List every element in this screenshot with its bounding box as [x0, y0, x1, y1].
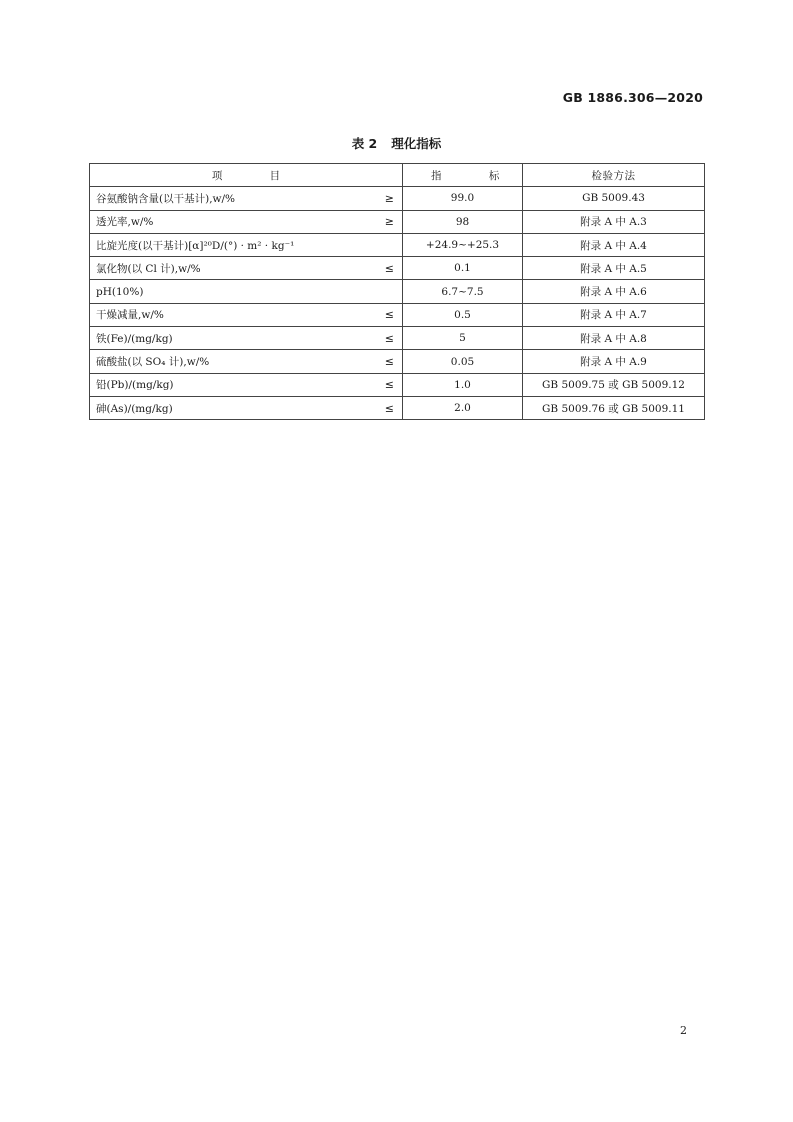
- item-label: 铅(Pb)/(mg/kg): [96, 379, 174, 392]
- cell-test-method: 附录 A 中 A.4: [523, 233, 705, 256]
- cell-test-method: GB 5009.43: [523, 187, 705, 210]
- physicochemical-spec-table: [89, 163, 705, 420]
- cell-item: [90, 187, 403, 210]
- table-row: [90, 210, 705, 233]
- table-header-row: [90, 164, 705, 187]
- item-label: 干燥减量,w/%: [96, 309, 164, 322]
- cell-index-value: 5: [403, 327, 523, 350]
- comparator-symbol: ≥: [384, 215, 394, 229]
- cell-index-value: 6.7~7.5: [403, 280, 523, 303]
- item-cell-content: [96, 191, 396, 206]
- table-row: [90, 396, 705, 419]
- item-label: 铁(Fe)/(mg/kg): [96, 332, 173, 345]
- item-label: 比旋光度(以干基计)[α]²⁰D/(°) · m² · kg⁻¹: [96, 239, 295, 252]
- table-number: 表 2: [351, 136, 378, 151]
- cell-item: [90, 350, 403, 373]
- cell-test-method: GB 5009.76 或 GB 5009.11: [523, 396, 705, 419]
- table-row: [90, 303, 705, 326]
- item-label: 透光率,w/%: [96, 216, 154, 229]
- cell-item: [90, 396, 403, 419]
- table-row: [90, 373, 705, 396]
- table-row: [90, 327, 705, 350]
- column-header-method: 检验方法: [523, 164, 705, 187]
- item-cell-content: [96, 377, 396, 392]
- column-header-item: 项 目: [90, 164, 403, 187]
- table-row: [90, 233, 705, 256]
- cell-test-method: 附录 A 中 A.3: [523, 210, 705, 233]
- item-cell-content: [96, 331, 396, 346]
- item-cell-content: [96, 401, 396, 416]
- table-row: [90, 350, 705, 373]
- item-label: pH(10%): [96, 285, 144, 298]
- item-cell-content: [96, 286, 396, 298]
- cell-item: [90, 233, 403, 256]
- table-title-text: 理化指标: [391, 136, 442, 151]
- cell-index-value: 0.1: [403, 257, 523, 280]
- column-header-index: 指 标: [403, 164, 523, 187]
- item-label: 砷(As)/(mg/kg): [96, 402, 173, 415]
- page-number: 2: [680, 1024, 687, 1037]
- cell-index-value: 1.0: [403, 373, 523, 396]
- cell-item: [90, 210, 403, 233]
- table-row: [90, 187, 705, 210]
- cell-index-value: 99.0: [403, 187, 523, 210]
- comparator-symbol: ≤: [384, 355, 394, 369]
- table-row: [90, 257, 705, 280]
- comparator-symbol: ≤: [384, 261, 394, 275]
- table-title: [0, 134, 793, 152]
- cell-item: [90, 303, 403, 326]
- cell-test-method: 附录 A 中 A.6: [523, 280, 705, 303]
- cell-index-value: 2.0: [403, 396, 523, 419]
- standard-number: GB 1886.306—2020: [562, 90, 703, 105]
- cell-item: [90, 257, 403, 280]
- item-cell-content: [96, 307, 396, 322]
- cell-item: [90, 373, 403, 396]
- item-cell-content: [96, 238, 396, 253]
- item-label: 硫酸盐(以 SO₄ 计),w/%: [96, 356, 210, 369]
- cell-index-value: 98: [403, 210, 523, 233]
- cell-test-method: 附录 A 中 A.7: [523, 303, 705, 326]
- comparator-symbol: ≤: [384, 331, 394, 345]
- cell-item: [90, 280, 403, 303]
- comparator-symbol: ≥: [384, 191, 394, 205]
- item-cell-content: [96, 261, 396, 276]
- cell-test-method: 附录 A 中 A.5: [523, 257, 705, 280]
- item-cell-content: [96, 354, 396, 369]
- item-label: 谷氨酸钠含量(以干基计),w/%: [96, 192, 236, 205]
- cell-test-method: 附录 A 中 A.8: [523, 327, 705, 350]
- comparator-symbol: ≤: [384, 308, 394, 322]
- comparator-symbol: ≤: [384, 378, 394, 392]
- cell-index-value: 0.05: [403, 350, 523, 373]
- cell-test-method: GB 5009.75 或 GB 5009.12: [523, 373, 705, 396]
- cell-index-value: 0.5: [403, 303, 523, 326]
- item-label: 氯化物(以 Cl 计),w/%: [96, 262, 201, 275]
- table-body: [90, 187, 705, 420]
- comparator-symbol: ≤: [384, 401, 394, 415]
- item-cell-content: [96, 214, 396, 229]
- cell-test-method: 附录 A 中 A.9: [523, 350, 705, 373]
- cell-item: [90, 327, 403, 350]
- cell-index-value: +24.9~+25.3: [403, 233, 523, 256]
- table-row: [90, 280, 705, 303]
